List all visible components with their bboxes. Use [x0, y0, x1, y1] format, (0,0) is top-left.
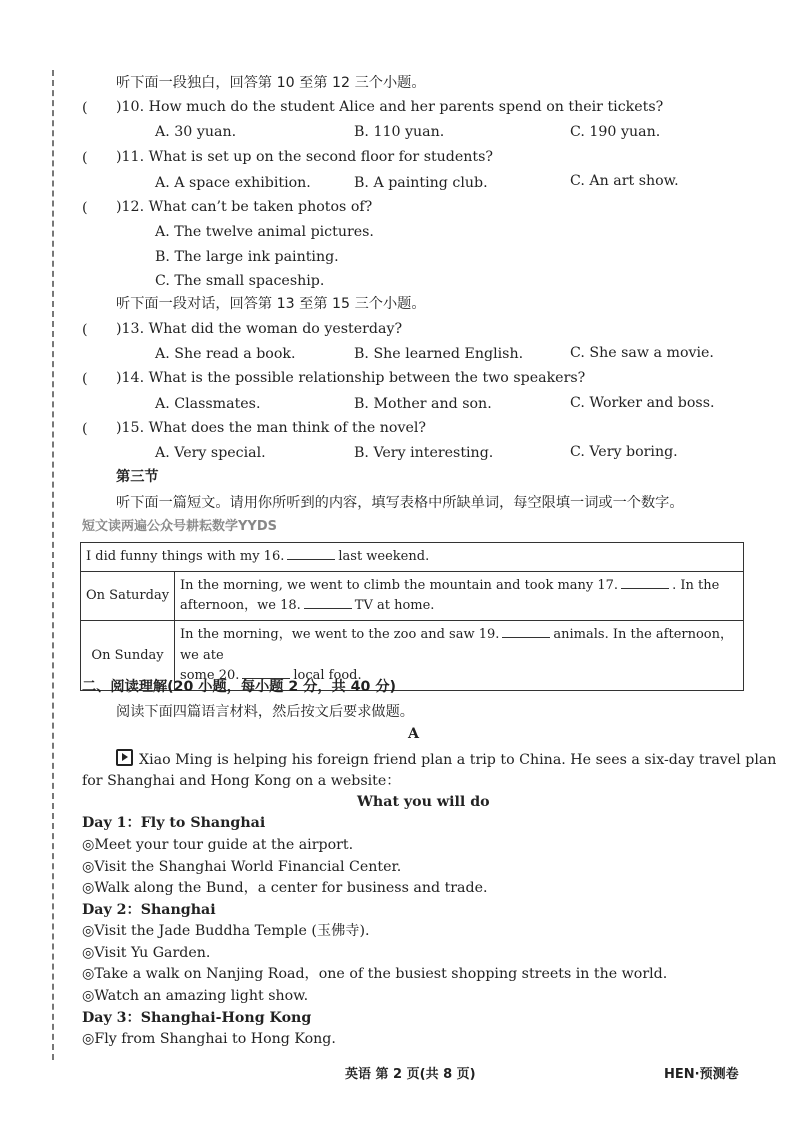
question-13-stem: )13. What did the woman do yesterday? [116, 321, 403, 337]
answer-bracket: ( [82, 150, 88, 166]
list-item: ◎Visit the Jade Buddha Temple (玉佛寺). [82, 923, 370, 939]
video-play-icon[interactable] [116, 749, 133, 766]
watermark-text: 短文读两遍公众号耕耘数学YYDS [82, 519, 277, 534]
day-label-sunday: On Sunday [81, 621, 175, 690]
list-item: ◎Watch an amazing light show. [82, 988, 309, 1004]
answer-bracket: ( [82, 322, 88, 338]
table-row [81, 543, 744, 572]
monologue-instruction: 听下面一段独白，回答第 10 至第 12 三个小题。 [116, 75, 426, 91]
option-b: B. She learned English. [354, 346, 524, 362]
table-cell: In the morning, we went to climb the mountain and took many 17. . In the afternoon，we 18. TV at home. [175, 572, 744, 621]
option-c: C. 190 yuan. [570, 124, 661, 140]
answer-blank-17[interactable] [621, 578, 669, 589]
option-a: A. She read a book. [155, 346, 296, 362]
question-15-stem: )15. What does the man think of the novel? [116, 420, 427, 436]
option-b: B. Very interesting. [354, 445, 494, 461]
option-c: C. Very boring. [570, 444, 678, 460]
option-b: B. A painting club. [354, 175, 488, 191]
passage-letter: A [408, 726, 420, 742]
list-item: ◎Visit the Shanghai World Financial Center. [82, 859, 402, 875]
option-b: B. 110 yuan. [354, 124, 445, 140]
part-2-instruction: 阅读下面四篇语言材料，然后按文后要求做题。 [116, 704, 414, 720]
question-12-stem: )12. What can’t be taken photos of? [116, 199, 373, 215]
passage-intro-line-2: for Shanghai and Hong Kong on a website： [82, 773, 401, 789]
paper-code-footer: HEN·预测卷 [664, 1067, 739, 1082]
fill-in-table [80, 542, 744, 691]
part-2-title: 二、阅读理解(20 小题，每小题 2 分，共 40 分) [82, 679, 397, 695]
table-cell: I did funny things with my 16. last weekend. [81, 543, 744, 572]
option-a: A. Very special. [155, 445, 266, 461]
section-3-instruction: 听下面一篇短文。请用你所听到的内容，填写表格中所缺单词，每空限填一词或一个数字。 [116, 495, 684, 511]
day-label-saturday: On Saturday [81, 572, 175, 621]
day-3-title: Day 3：Shanghai-Hong Kong [82, 1010, 312, 1026]
option-c: C. An art show. [570, 173, 679, 189]
day-1-title: Day 1：Fly to Shanghai [82, 815, 266, 831]
answer-bracket: ( [82, 421, 88, 437]
question-10-stem: )10. How much do the student Alice and her parents spend on their tickets? [116, 99, 664, 115]
option-c: C. Worker and boss. [570, 395, 715, 411]
plan-title: What you will do [357, 794, 490, 810]
option-a: A. A space exhibition. [155, 175, 311, 191]
page-number-footer: 英语 第 2 页(共 8 页) [345, 1067, 476, 1082]
option-b: B. Mother and son. [354, 396, 492, 412]
option-a: A. Classmates. [155, 396, 261, 412]
answer-blank-19[interactable] [502, 627, 550, 638]
list-item: ◎Meet your tour guide at the airport. [82, 837, 354, 853]
option-b: B. The large ink painting. [155, 249, 339, 265]
table-row [81, 572, 744, 621]
answer-blank-16[interactable] [287, 549, 335, 560]
table-cell: In the morning，we went to the zoo and saw 19. animals. In the afternoon，we ate some 20. local food. [175, 621, 744, 690]
passage-intro-line-1: Xiao Ming is helping his foreign friend plan a trip to China. He sees a six-day travel plan [116, 749, 776, 767]
list-item: ◎Walk along the Bund，a center for business and trade. [82, 880, 488, 896]
list-item: ◎Take a walk on Nanjing Road，one of the busiest shopping streets in the world. [82, 966, 668, 982]
answer-blank-18[interactable] [304, 598, 352, 609]
option-c: C. She saw a movie. [570, 345, 714, 361]
answer-bracket: ( [82, 200, 88, 216]
option-a: A. The twelve animal pictures. [155, 224, 374, 240]
list-item: ◎Visit Yu Garden. [82, 945, 211, 961]
option-a: A. 30 yuan. [155, 124, 237, 140]
question-14-stem: )14. What is the possible relationship between the two speakers? [116, 370, 586, 386]
section-3-title: 第三节 [116, 469, 159, 485]
option-c: C. The small spaceship. [155, 273, 325, 289]
list-item: ◎Fly from Shanghai to Hong Kong. [82, 1031, 336, 1047]
dialogue-instruction: 听下面一段对话，回答第 13 至第 15 三个小题。 [116, 296, 426, 312]
answer-bracket: ( [82, 100, 88, 116]
day-2-title: Day 2：Shanghai [82, 902, 216, 918]
answer-blank-20[interactable] [242, 668, 290, 679]
binding-cut-line [52, 70, 54, 1060]
question-11-stem: )11. What is set up on the second floor for students? [116, 149, 494, 165]
answer-bracket: ( [82, 371, 88, 387]
